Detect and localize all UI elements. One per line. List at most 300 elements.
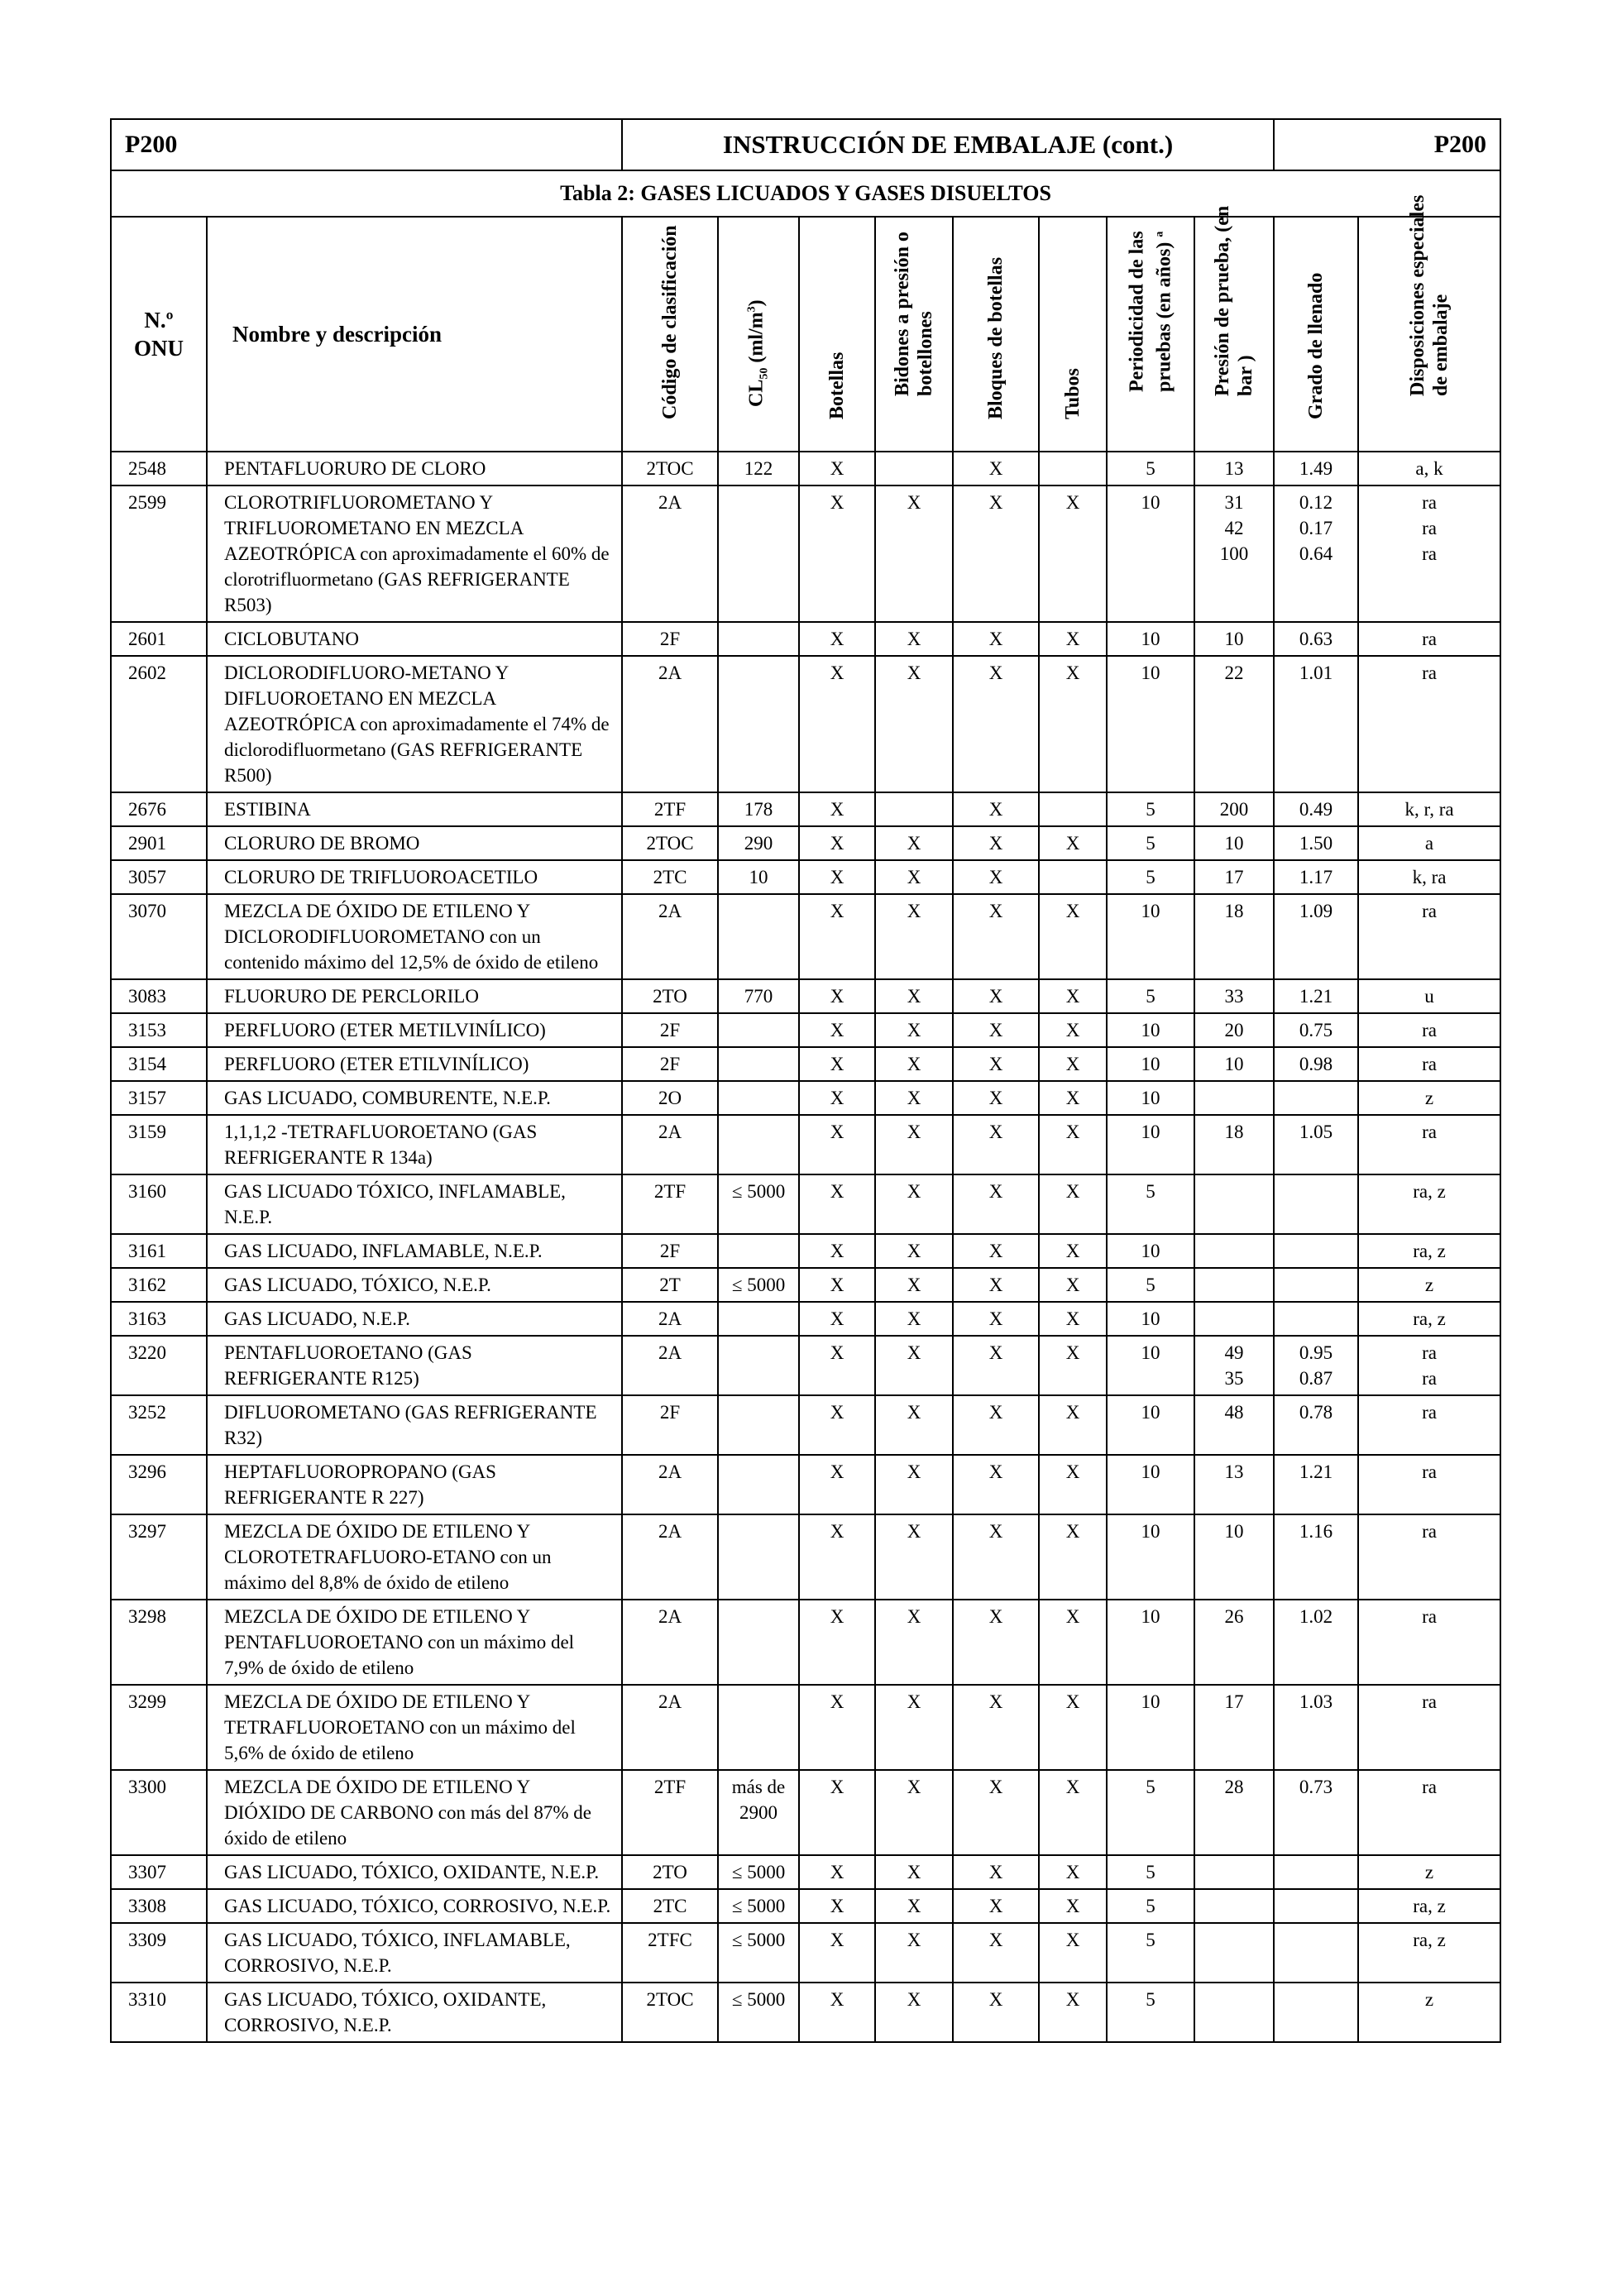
cell-fill: 0.12 0.17 0.64	[1274, 486, 1358, 622]
cell-bundles: X	[953, 1336, 1039, 1395]
cell-onu: 3160	[111, 1174, 207, 1234]
cell-cl50: 122	[718, 452, 799, 486]
cell-bundles: X	[953, 1302, 1039, 1336]
cell-name: HEPTAFLUOROPROPANO (GAS REFRIGERANTE R 227)	[207, 1455, 622, 1514]
cell-period: 5	[1107, 1174, 1194, 1234]
cell-bundles: X	[953, 486, 1039, 622]
cell-period: 10	[1107, 1395, 1194, 1455]
cell-bottles: X	[799, 826, 875, 860]
cell-class-code: 2F	[622, 1047, 718, 1081]
cell-name: MEZCLA DE ÓXIDO DE ETILENO Y PENTAFLUOROETANO con un máximo del 7,9% de óxido de etileno	[207, 1600, 622, 1685]
cell-bundles: X	[953, 1081, 1039, 1115]
cell-tubes: X	[1039, 1855, 1107, 1889]
cell-cl50	[718, 1600, 799, 1685]
cell-bundles: X	[953, 656, 1039, 792]
cell-class-code: 2A	[622, 1302, 718, 1336]
cell-period: 5	[1107, 1983, 1194, 2042]
cell-tubes: X	[1039, 1013, 1107, 1047]
table-row	[111, 979, 1500, 1013]
table-row	[111, 1115, 1500, 1174]
cell-cl50	[718, 1302, 799, 1336]
col-pressure: Presión de prueba, (en bar )	[1194, 217, 1274, 452]
cell-drums: X	[875, 1685, 953, 1770]
cell-pressure: 33	[1194, 979, 1274, 1013]
cell-special: ra	[1358, 622, 1500, 656]
cell-class-code: 2TOC	[622, 826, 718, 860]
cell-bottles: X	[799, 1455, 875, 1514]
cell-tubes: X	[1039, 826, 1107, 860]
table-row	[111, 1455, 1500, 1514]
cell-fill: 0.49	[1274, 792, 1358, 826]
cell-onu: 3307	[111, 1855, 207, 1889]
cell-class-code: 2A	[622, 1455, 718, 1514]
cell-bottles: X	[799, 1234, 875, 1268]
cell-drums: X	[875, 1013, 953, 1047]
cell-pressure	[1194, 1923, 1274, 1983]
cell-special: z	[1358, 1268, 1500, 1302]
table-row	[111, 1514, 1500, 1600]
cell-onu: 3298	[111, 1600, 207, 1685]
cell-class-code: 2A	[622, 1685, 718, 1770]
cell-bottles: X	[799, 1047, 875, 1081]
cell-bottles: X	[799, 1081, 875, 1115]
cell-drums	[875, 452, 953, 486]
cell-drums: X	[875, 486, 953, 622]
cell-cl50: ≤ 5000	[718, 1983, 799, 2042]
cell-tubes: X	[1039, 1455, 1107, 1514]
cell-class-code: 2TC	[622, 860, 718, 894]
cell-pressure: 48	[1194, 1395, 1274, 1455]
cell-drums: X	[875, 1983, 953, 2042]
table-row	[111, 826, 1500, 860]
table-row	[111, 1174, 1500, 1234]
table-row	[111, 656, 1500, 792]
cell-tubes: X	[1039, 1234, 1107, 1268]
cell-bottles: X	[799, 1395, 875, 1455]
cell-drums: X	[875, 1600, 953, 1685]
cell-fill: 1.21	[1274, 979, 1358, 1013]
cell-pressure	[1194, 1889, 1274, 1923]
cell-tubes: X	[1039, 1268, 1107, 1302]
cell-onu: 2599	[111, 486, 207, 622]
instruction-code-right: P200	[1274, 119, 1500, 170]
cell-pressure	[1194, 1081, 1274, 1115]
cell-class-code: 2F	[622, 1013, 718, 1047]
cell-period: 10	[1107, 1455, 1194, 1514]
cell-onu: 3220	[111, 1336, 207, 1395]
cell-period: 5	[1107, 452, 1194, 486]
cell-bottles: X	[799, 486, 875, 622]
cell-pressure: 49 35	[1194, 1336, 1274, 1395]
cell-name: GAS LICUADO, TÓXICO, CORROSIVO, N.E.P.	[207, 1889, 622, 1923]
cell-cl50: más de 2900	[718, 1770, 799, 1855]
cell-special: ra, z	[1358, 1923, 1500, 1983]
header-row	[111, 119, 1500, 170]
cell-pressure	[1194, 1268, 1274, 1302]
cell-period: 5	[1107, 1855, 1194, 1889]
cell-onu: 3070	[111, 894, 207, 979]
cell-pressure: 26	[1194, 1600, 1274, 1685]
instruction-title: INSTRUCCIÓN DE EMBALAJE (cont.)	[622, 119, 1274, 170]
cell-fill: 1.49	[1274, 452, 1358, 486]
cell-tubes: X	[1039, 1770, 1107, 1855]
cell-class-code: 2TF	[622, 1770, 718, 1855]
cell-cl50: ≤ 5000	[718, 1268, 799, 1302]
cell-tubes: X	[1039, 1047, 1107, 1081]
table-row	[111, 1685, 1500, 1770]
cell-name: CLOROTRIFLUOROMETANO Y TRIFLUOROMETANO EN MEZCLA AZEOTRÓPICA con aproximadamente el 60% de clorotrifluormetano (GAS REFRIGERANTE R503)	[207, 486, 622, 622]
cell-drums: X	[875, 622, 953, 656]
table-row	[111, 1047, 1500, 1081]
table-row	[111, 1013, 1500, 1047]
table-row	[111, 1302, 1500, 1336]
cell-tubes: X	[1039, 894, 1107, 979]
cell-class-code: 2A	[622, 656, 718, 792]
cell-period: 10	[1107, 1047, 1194, 1081]
cell-drums: X	[875, 1455, 953, 1514]
table-row	[111, 1889, 1500, 1923]
cell-onu: 3163	[111, 1302, 207, 1336]
cell-class-code: 2TOC	[622, 1983, 718, 2042]
packing-instruction-page	[110, 118, 1500, 2043]
gases-table	[110, 118, 1501, 2043]
cell-tubes: X	[1039, 1923, 1107, 1983]
cell-cl50: ≤ 5000	[718, 1855, 799, 1889]
cell-drums: X	[875, 1514, 953, 1600]
cell-bundles: X	[953, 792, 1039, 826]
cell-class-code: 2T	[622, 1268, 718, 1302]
cell-pressure: 10	[1194, 1047, 1274, 1081]
cell-name: PERFLUORO (ETER METILVINÍLICO)	[207, 1013, 622, 1047]
cell-bottles: X	[799, 1268, 875, 1302]
cell-fill	[1274, 1923, 1358, 1983]
cell-cl50: ≤ 5000	[718, 1923, 799, 1983]
cell-bottles: X	[799, 1923, 875, 1983]
cell-name: MEZCLA DE ÓXIDO DE ETILENO Y CLOROTETRAFLUORO-ETANO con un máximo del 8,8% de óxido de etileno	[207, 1514, 622, 1600]
cell-onu: 3153	[111, 1013, 207, 1047]
cell-period: 10	[1107, 1081, 1194, 1115]
cell-fill: 0.95 0.87	[1274, 1336, 1358, 1395]
cell-bundles: X	[953, 1889, 1039, 1923]
cell-period: 5	[1107, 1889, 1194, 1923]
cell-tubes: X	[1039, 1600, 1107, 1685]
cell-bundles: X	[953, 1600, 1039, 1685]
col-onu: N.º ONU	[111, 217, 207, 452]
col-bundles: Bloques de botellas	[953, 217, 1039, 452]
cell-drums: X	[875, 1770, 953, 1855]
cell-special: ra, z	[1358, 1302, 1500, 1336]
cell-bundles: X	[953, 1047, 1039, 1081]
cell-special: ra	[1358, 656, 1500, 792]
cell-drums	[875, 792, 953, 826]
cell-bundles: X	[953, 1455, 1039, 1514]
cell-class-code: 2A	[622, 1115, 718, 1174]
table-row	[111, 1081, 1500, 1115]
cell-cl50	[718, 1013, 799, 1047]
cell-pressure: 10	[1194, 622, 1274, 656]
cell-drums: X	[875, 1081, 953, 1115]
cell-period: 10	[1107, 1234, 1194, 1268]
cell-special: ra	[1358, 1685, 1500, 1770]
cell-cl50	[718, 622, 799, 656]
cell-bundles: X	[953, 1013, 1039, 1047]
cell-bundles: X	[953, 1770, 1039, 1855]
cell-pressure	[1194, 1302, 1274, 1336]
cell-tubes: X	[1039, 1514, 1107, 1600]
cell-class-code: 2TF	[622, 792, 718, 826]
cell-tubes: X	[1039, 622, 1107, 656]
cell-fill: 0.78	[1274, 1395, 1358, 1455]
cell-pressure: 200	[1194, 792, 1274, 826]
col-name: Nombre y descripción	[207, 217, 622, 452]
cell-bottles: X	[799, 656, 875, 792]
cell-fill: 1.02	[1274, 1600, 1358, 1685]
cell-onu: 3252	[111, 1395, 207, 1455]
cell-pressure: 13	[1194, 452, 1274, 486]
cell-period: 5	[1107, 826, 1194, 860]
table-row	[111, 1395, 1500, 1455]
cell-bundles: X	[953, 1234, 1039, 1268]
cell-drums: X	[875, 979, 953, 1013]
cell-drums: X	[875, 1115, 953, 1174]
cell-bottles: X	[799, 1336, 875, 1395]
cell-special: k, r, ra	[1358, 792, 1500, 826]
cell-period: 10	[1107, 894, 1194, 979]
table-row	[111, 860, 1500, 894]
cell-name: DIFLUOROMETANO (GAS REFRIGERANTE R32)	[207, 1395, 622, 1455]
table-row	[111, 1855, 1500, 1889]
cell-pressure: 17	[1194, 860, 1274, 894]
cell-bottles: X	[799, 894, 875, 979]
cell-special: ra	[1358, 1047, 1500, 1081]
cell-period: 5	[1107, 1268, 1194, 1302]
cell-bundles: X	[953, 1268, 1039, 1302]
cell-onu: 3057	[111, 860, 207, 894]
cell-pressure: 22	[1194, 656, 1274, 792]
cell-tubes	[1039, 860, 1107, 894]
cell-fill	[1274, 1174, 1358, 1234]
cell-name: CLORURO DE TRIFLUOROACETILO	[207, 860, 622, 894]
cell-onu: 3161	[111, 1234, 207, 1268]
cell-name: MEZCLA DE ÓXIDO DE ETILENO Y DIÓXIDO DE CARBONO con más del 87% de óxido de etileno	[207, 1770, 622, 1855]
cell-tubes: X	[1039, 1081, 1107, 1115]
cell-bottles: X	[799, 1600, 875, 1685]
cell-bundles: X	[953, 826, 1039, 860]
cell-tubes: X	[1039, 1302, 1107, 1336]
cell-special: z	[1358, 1983, 1500, 2042]
cell-bundles: X	[953, 1115, 1039, 1174]
cell-fill: 1.03	[1274, 1685, 1358, 1770]
cell-period: 10	[1107, 1115, 1194, 1174]
cell-onu: 3083	[111, 979, 207, 1013]
cell-tubes: X	[1039, 1889, 1107, 1923]
cell-bottles: X	[799, 860, 875, 894]
cell-drums: X	[875, 1889, 953, 1923]
cell-drums: X	[875, 826, 953, 860]
cell-cl50	[718, 1395, 799, 1455]
cell-bundles: X	[953, 1174, 1039, 1234]
cell-cl50	[718, 1047, 799, 1081]
cell-pressure	[1194, 1234, 1274, 1268]
cell-pressure	[1194, 1983, 1274, 2042]
cell-onu: 2602	[111, 656, 207, 792]
cell-onu: 2901	[111, 826, 207, 860]
cell-bottles: X	[799, 1983, 875, 2042]
col-drums: Bidones a presión o botellones	[875, 217, 953, 452]
cell-pressure: 28	[1194, 1770, 1274, 1855]
cell-fill	[1274, 1302, 1358, 1336]
cell-tubes: X	[1039, 1685, 1107, 1770]
cell-name: MEZCLA DE ÓXIDO DE ETILENO Y DICLORODIFLUOROMETANO con un contenido máximo del 12,5% de óxido de etileno	[207, 894, 622, 979]
cell-name: PERFLUORO (ETER ETILVINÍLICO)	[207, 1047, 622, 1081]
cell-bundles: X	[953, 622, 1039, 656]
cell-fill: 1.50	[1274, 826, 1358, 860]
cell-class-code: 2F	[622, 622, 718, 656]
cell-period: 10	[1107, 1013, 1194, 1047]
table-row	[111, 1600, 1500, 1685]
cell-bottles: X	[799, 1770, 875, 1855]
cell-onu: 3162	[111, 1268, 207, 1302]
cell-special: ra, z	[1358, 1174, 1500, 1234]
cell-pressure: 13	[1194, 1455, 1274, 1514]
cell-bottles: X	[799, 1013, 875, 1047]
cell-name: CICLOBUTANO	[207, 622, 622, 656]
cell-drums: X	[875, 894, 953, 979]
cell-fill	[1274, 1855, 1358, 1889]
col-fill: Grado de llenado	[1274, 217, 1358, 452]
cell-bundles: X	[953, 1395, 1039, 1455]
cell-pressure: 18	[1194, 894, 1274, 979]
table-row	[111, 792, 1500, 826]
cell-class-code: 2TC	[622, 1889, 718, 1923]
cell-bundles: X	[953, 1514, 1039, 1600]
cell-onu: 3308	[111, 1889, 207, 1923]
cell-special: ra	[1358, 1395, 1500, 1455]
cell-bottles: X	[799, 1685, 875, 1770]
cell-name: GAS LICUADO, TÓXICO, OXIDANTE, CORROSIVO, N.E.P.	[207, 1983, 622, 2042]
cell-name: GAS LICUADO, COMBURENTE, N.E.P.	[207, 1081, 622, 1115]
cell-period: 10	[1107, 622, 1194, 656]
cell-tubes: X	[1039, 1395, 1107, 1455]
col-special: Disposiciones especiales de embalaje	[1358, 217, 1500, 452]
cell-tubes: X	[1039, 486, 1107, 622]
cell-bundles: X	[953, 452, 1039, 486]
cell-bottles: X	[799, 1514, 875, 1600]
cell-cl50: 178	[718, 792, 799, 826]
cell-special: ra, z	[1358, 1889, 1500, 1923]
cell-special: ra	[1358, 1514, 1500, 1600]
cell-onu: 3309	[111, 1923, 207, 1983]
cell-tubes: X	[1039, 1174, 1107, 1234]
table-row	[111, 1268, 1500, 1302]
cell-special: ra	[1358, 1600, 1500, 1685]
cell-name: GAS LICUADO, INFLAMABLE, N.E.P.	[207, 1234, 622, 1268]
cell-cl50: ≤ 5000	[718, 1889, 799, 1923]
cell-drums: X	[875, 1302, 953, 1336]
cell-cl50	[718, 1115, 799, 1174]
cell-onu: 3310	[111, 1983, 207, 2042]
cell-onu: 3299	[111, 1685, 207, 1770]
cell-fill	[1274, 1268, 1358, 1302]
cell-special: k, ra	[1358, 860, 1500, 894]
subtitle-row	[111, 170, 1500, 217]
cell-onu: 3154	[111, 1047, 207, 1081]
cell-cl50	[718, 1336, 799, 1395]
cell-special: ra ra	[1358, 1336, 1500, 1395]
cell-bottles: X	[799, 1174, 875, 1234]
col-class-code: Código de clasificación	[622, 217, 718, 452]
cell-pressure: 18	[1194, 1115, 1274, 1174]
cell-class-code: 2A	[622, 894, 718, 979]
cell-name: 1,1,1,2 -TETRAFLUOROETANO (GAS REFRIGERANTE R 134a)	[207, 1115, 622, 1174]
cell-class-code: 2A	[622, 1514, 718, 1600]
cell-special: ra ra ra	[1358, 486, 1500, 622]
cell-onu: 3297	[111, 1514, 207, 1600]
table-row	[111, 1234, 1500, 1268]
cell-class-code: 2F	[622, 1234, 718, 1268]
cell-class-code: 2A	[622, 486, 718, 622]
cell-bundles: X	[953, 1923, 1039, 1983]
col-bottles: Botellas	[799, 217, 875, 452]
cell-fill: 0.98	[1274, 1047, 1358, 1081]
cell-pressure: 31 42 100	[1194, 486, 1274, 622]
cell-period: 5	[1107, 792, 1194, 826]
cell-name: GAS LICUADO, TÓXICO, N.E.P.	[207, 1268, 622, 1302]
cell-cl50	[718, 656, 799, 792]
cell-period: 10	[1107, 1514, 1194, 1600]
cell-period: 5	[1107, 1923, 1194, 1983]
cell-pressure	[1194, 1174, 1274, 1234]
cell-bottles: X	[799, 452, 875, 486]
cell-bundles: X	[953, 1983, 1039, 2042]
cell-tubes: X	[1039, 1336, 1107, 1395]
cell-special: a	[1358, 826, 1500, 860]
cell-name: MEZCLA DE ÓXIDO DE ETILENO Y TETRAFLUOROETANO con un máximo del 5,6% de óxido de etileno	[207, 1685, 622, 1770]
cell-drums: X	[875, 860, 953, 894]
cell-fill	[1274, 1983, 1358, 2042]
cell-cl50	[718, 486, 799, 622]
cell-special: ra	[1358, 1013, 1500, 1047]
cell-drums: X	[875, 1336, 953, 1395]
cell-cl50	[718, 1455, 799, 1514]
cell-fill: 1.01	[1274, 656, 1358, 792]
cell-special: z	[1358, 1855, 1500, 1889]
table-row	[111, 894, 1500, 979]
cell-special: u	[1358, 979, 1500, 1013]
cell-drums: X	[875, 1268, 953, 1302]
cell-pressure	[1194, 1855, 1274, 1889]
cell-class-code: 2F	[622, 1395, 718, 1455]
cell-tubes: X	[1039, 1115, 1107, 1174]
cell-name: PENTAFLUOROETANO (GAS REFRIGERANTE R125)	[207, 1336, 622, 1395]
cell-fill: 1.17	[1274, 860, 1358, 894]
cell-fill: 1.21	[1274, 1455, 1358, 1514]
cell-period: 5	[1107, 1770, 1194, 1855]
col-tubes: Tubos	[1039, 217, 1107, 452]
table-subtitle: Tabla 2: GASES LICUADOS Y GASES DISUELTOS	[111, 170, 1500, 217]
cell-cl50	[718, 1081, 799, 1115]
cell-cl50: ≤ 5000	[718, 1174, 799, 1234]
cell-bottles: X	[799, 1115, 875, 1174]
cell-bottles: X	[799, 1889, 875, 1923]
cell-class-code: 2A	[622, 1336, 718, 1395]
cell-period: 10	[1107, 486, 1194, 622]
cell-bundles: X	[953, 1855, 1039, 1889]
cell-tubes: X	[1039, 1983, 1107, 2042]
cell-class-code: 2TO	[622, 1855, 718, 1889]
cell-name: FLUORURO DE PERCLORILO	[207, 979, 622, 1013]
cell-bottles: X	[799, 1302, 875, 1336]
